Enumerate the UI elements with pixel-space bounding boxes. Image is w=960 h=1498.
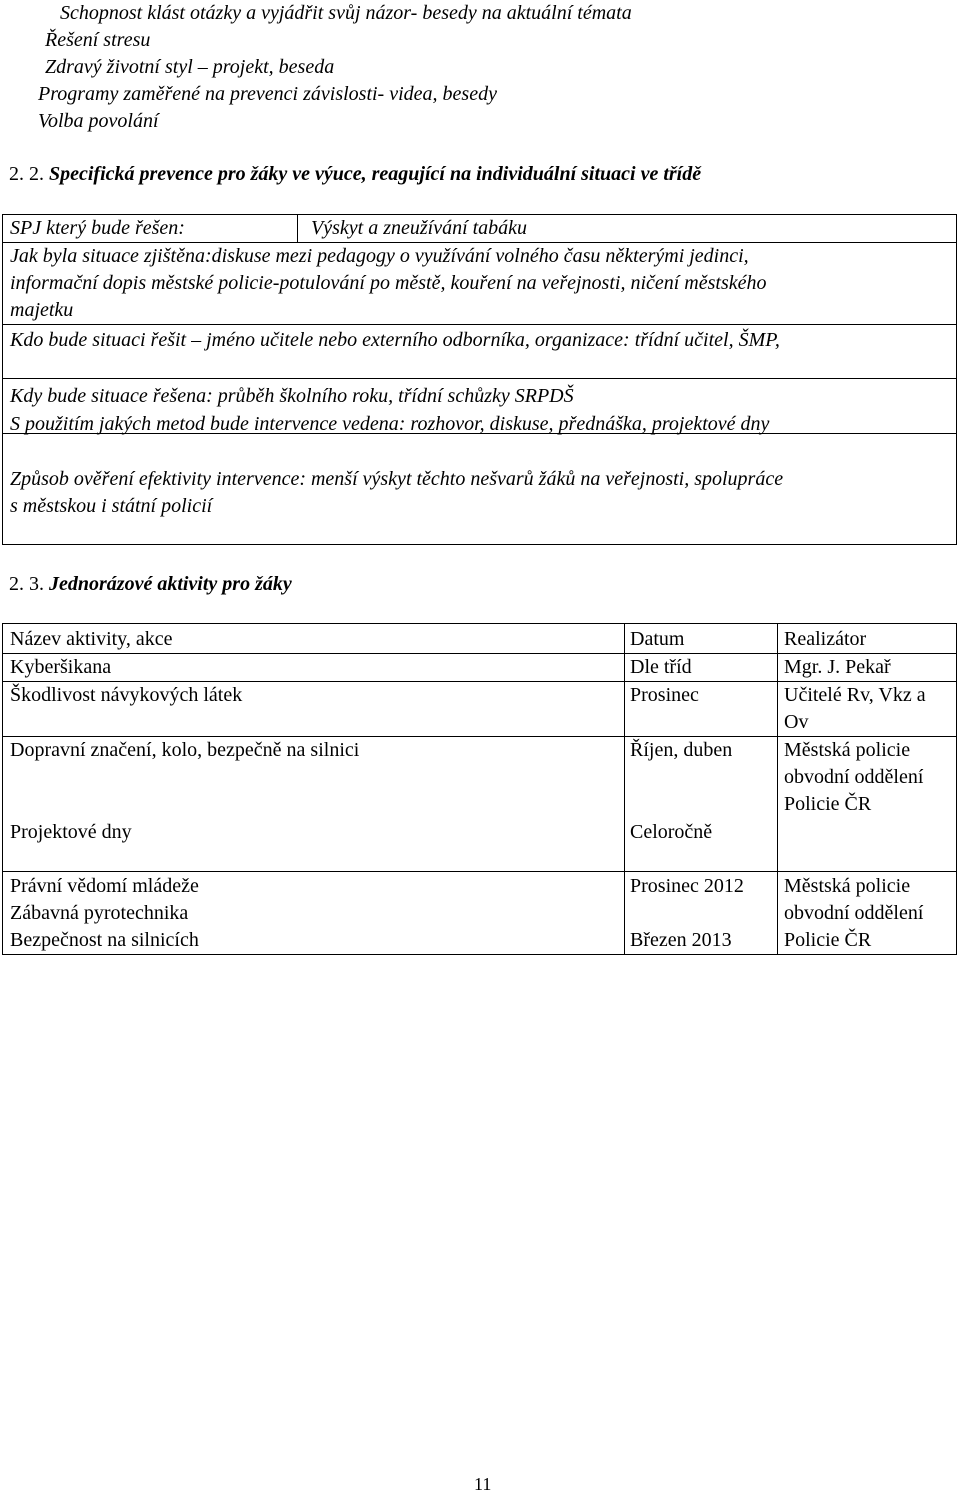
intro-line: Volba povolání: [38, 110, 159, 132]
table-cell: Právní vědomí mládeže: [10, 875, 199, 897]
table-cell: Zábavná pyrotechnika: [10, 902, 189, 924]
spj-value: Výskyt a zneužívání tabáku: [311, 217, 528, 239]
table-cell: Policie ČR: [784, 793, 872, 815]
column-header: Datum: [630, 628, 685, 650]
spj-box: [2, 214, 957, 545]
spj-verification: s městskou i státní policií: [10, 495, 213, 517]
spj-verification: Způsob ověření efektivity intervence: menší výskyt těchto nešvarů žáků na veřejnosti, spolupráce: [10, 468, 784, 490]
spj-when: Kdy bude situace řešena: průběh školního roku, třídní schůzky SRPDŠ: [10, 385, 574, 407]
table-cell: Mgr. J. Pekař: [784, 656, 891, 678]
spj-who: Kdo bude situaci řešit – jméno učitele nebo externího odborníka, organizace: třídní učitel, ŠMP,: [10, 329, 780, 351]
table-cell: Bezpečnost na silnicích: [10, 929, 199, 951]
table-cell: Městská policie: [784, 875, 911, 897]
table-cell: Prosinec 2012: [630, 875, 744, 897]
section-title: Jednorázové aktivity pro žáky: [49, 573, 292, 595]
section-number: 2. 3.: [9, 573, 44, 595]
table-cell: obvodní oddělení: [784, 902, 924, 924]
spj-methods: S použitím jakých metod bude intervence vedena: rozhovor, diskuse, přednáška, projektové dny: [10, 413, 770, 435]
table-cell: Dle tříd: [630, 656, 692, 678]
table-cell: Policie ČR: [784, 929, 872, 951]
table-cell: Kyberšikana: [10, 656, 112, 678]
column-header: Název aktivity, akce: [10, 628, 173, 650]
spj-label: SPJ který bude řešen:: [10, 217, 185, 239]
spj-how-found: informační dopis městské policie-potulování po městě, kouření na veřejnosti, ničení městského: [10, 272, 767, 294]
table-cell: Dopravní značení, kolo, bezpečně na silnici: [10, 739, 360, 761]
table-cell: Ov: [784, 711, 809, 733]
spj-how-found: Jak byla situace zjištěna:diskuse mezi pedagogy o využívání volného času některými jedinci,: [10, 245, 749, 267]
section-heading-2-3: [9, 571, 292, 598]
table-cell: Březen 2013: [630, 929, 732, 951]
intro-line: Schopnost klást otázky a vyjádřit svůj názor- besedy na aktuální témata: [60, 2, 632, 24]
activities-table: [2, 623, 957, 955]
table-cell: Škodlivost návykových látek: [10, 684, 243, 706]
table-cell: Říjen, duben: [630, 739, 733, 761]
table-cell: obvodní oddělení: [784, 766, 924, 788]
column-header: Realizátor: [784, 628, 867, 650]
section-title: Specifická prevence pro žáky ve výuce, reagující na individuální situaci ve třídě: [49, 163, 702, 185]
table-cell: Projektové dny: [10, 821, 132, 843]
intro-line: Zdravý životní styl – projekt, beseda: [45, 56, 335, 78]
page-number: 11: [474, 1474, 492, 1494]
intro-line: Programy zaměřené na prevenci závislosti- videa, besedy: [38, 83, 497, 105]
table-cell: Městská policie: [784, 739, 911, 761]
spj-how-found: majetku: [10, 299, 74, 321]
section-heading-2-2: [9, 161, 701, 188]
table-cell: Učitelé Rv, Vkz a: [784, 684, 926, 706]
table-cell: Prosinec: [630, 684, 699, 706]
section-number: 2. 2.: [9, 163, 44, 185]
table-cell: Celoročně: [630, 821, 713, 843]
intro-line: Řešení stresu: [45, 29, 151, 51]
